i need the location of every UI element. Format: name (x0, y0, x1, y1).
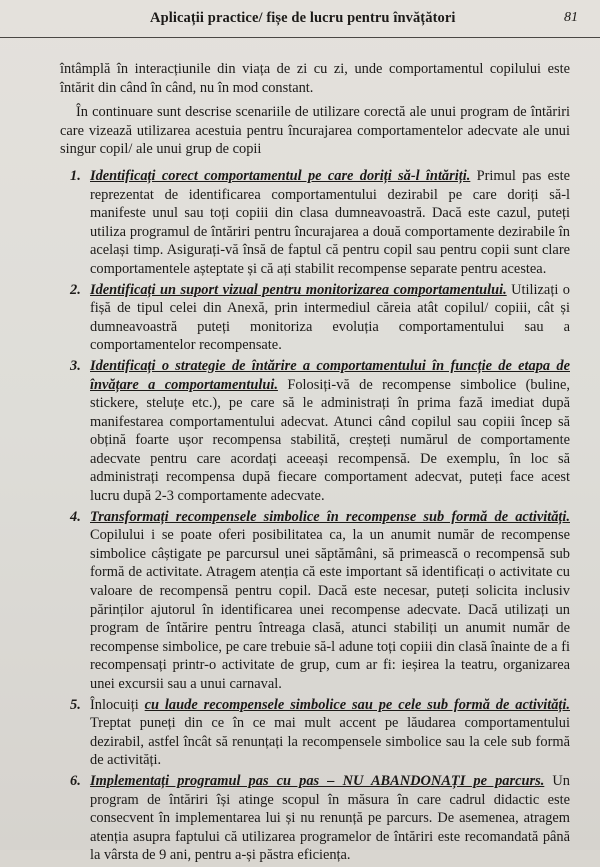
lead-paragraph: În continuare sunt descrise scenariile de utilizare corectă ale unui program de întăriri care vizează utilizarea acestuia pentru încurajarea comportamentelor adecvate ale unui singur copil/ ale unui grup de copii (60, 104, 570, 158)
step-2 (60, 281, 570, 355)
step-title: cu laude recompensele simbolice sau pe cele sub formă de activități. (144, 696, 570, 713)
step-4 (60, 508, 570, 694)
page-body (60, 60, 570, 867)
step-3 (60, 357, 570, 506)
step-text: Copilului i se poate oferi posibilitatea ca, la un anumit număr de recompense simbolice câștigate pe parcursul unei săptămâni, să primească o recompensă sub formă de activitate. Atragem atenția că este important să identificați o activitate cu valoare de recompensă pentru copil. Dacă este necesar, puteți solicita inclusiv părinților ajutorul în identificarea unei recompense adecvate. Dacă utilizați un program de întărire pentru întreaga clasă, atunci stabiliți un anumit număr de recompense simbolice, pe care trebuie să-l adune toți copiii din clasă înainte de a fi recompensați printr-o activitate de grup, cum ar fi: ieșirea la teatru, organizarea unei excursii sau a unui carnaval. (90, 527, 570, 692)
step-title: Identificați o strategie de întărire a comportamentului în funcție de etapa de învățare a comportamentului. (90, 357, 570, 393)
header-rule (0, 37, 600, 38)
step-text: Treptat puneți din ce în ce mai mult accent pe lăudarea comportamentului dezirabil, astfel încât să renunțați la recompensele simbolice sau la cele sub formă de activități. (90, 715, 570, 769)
step-6 (60, 772, 570, 865)
step-title: Identificați un suport vizual pentru monitorizarea comportamentului. (90, 281, 507, 298)
step-title: Implementați programul pas cu pas – NU ABANDONAȚI pe parcurs. (90, 772, 545, 789)
page-number: 81 (564, 10, 578, 25)
running-header (0, 10, 600, 34)
step-number: 4. (70, 508, 81, 525)
running-title: Aplicații practice/ fișe de lucru pentru învățători (150, 10, 456, 26)
step-5 (60, 696, 570, 770)
steps-list (60, 167, 570, 865)
continuation-paragraph: întâmplă în interacțiunile din viața de zi cu zi, unde comportamentul copilului este întărit din când în când, nu în mod constant. (60, 61, 570, 96)
step-number: 5. (70, 696, 81, 713)
step-text: Utilizați o fișă de tipul celei din Anexă, prin intermediul căreia atât copilul/ copiii, cât și dumneavoastră puteți monitoriza evoluția comportamentului sau a comportamentelor recompensate. (90, 281, 570, 354)
step-text: Primul pas este reprezentat de identificarea comportamentului dezirabil pe care doriți să-l manifeste unul sau toți copiii din clasa dumneavoastră. Dacă este cazul, puteți utiliza programul de întăriri pentru încurajarea a două comportamente dezirabile în același timp. Asigurați-vă însă de faptul că pentru copil sau pentru copii sunt clare comportamentele așteptate și că ați stabilit recompense separate pentru acestea. (90, 167, 570, 277)
step-text: Folosiți-vă de recompense simbolice (buline, stickere, steluțe etc.), pe care să le administrați în prima fază imediat după manifestarea comportamentului adecvat. Atunci când copilul sau copiii încep să obțină foarte ușor recompensa stabilită, creșteți numărul de comportamente adecvate pentru care acordați aceeași recompensă. De exemplu, în loc să administrați recompensa după fiecare comportament adecvat, puteți face acest lucru după 2-3 comportamente adecvate. (90, 376, 570, 505)
step-number: 1. (70, 167, 81, 184)
step-1 (60, 167, 570, 279)
step-number: 6. (70, 772, 81, 789)
step-number: 2. (70, 281, 81, 298)
step-number: 3. (70, 357, 81, 374)
step-title: Identificați corect comportamentul pe care doriți să-l întăriți. (90, 167, 471, 184)
step-text: Un program de întăriri își atinge scopul în măsura în care cadrul didactic este consecvent în implementarea lui și nu renunță pe parcurs. De asemenea, atragem atenția asupra faptului că utilizarea programelor de întăriri este recomandată până la vârsta de 9 ani, pentru a-și păstra eficiența. (90, 772, 570, 864)
step-title-prefix: Înlocuiți (90, 696, 145, 713)
step-title: Transformați recompensele simbolice în recompense sub formă de activități. (90, 508, 570, 525)
